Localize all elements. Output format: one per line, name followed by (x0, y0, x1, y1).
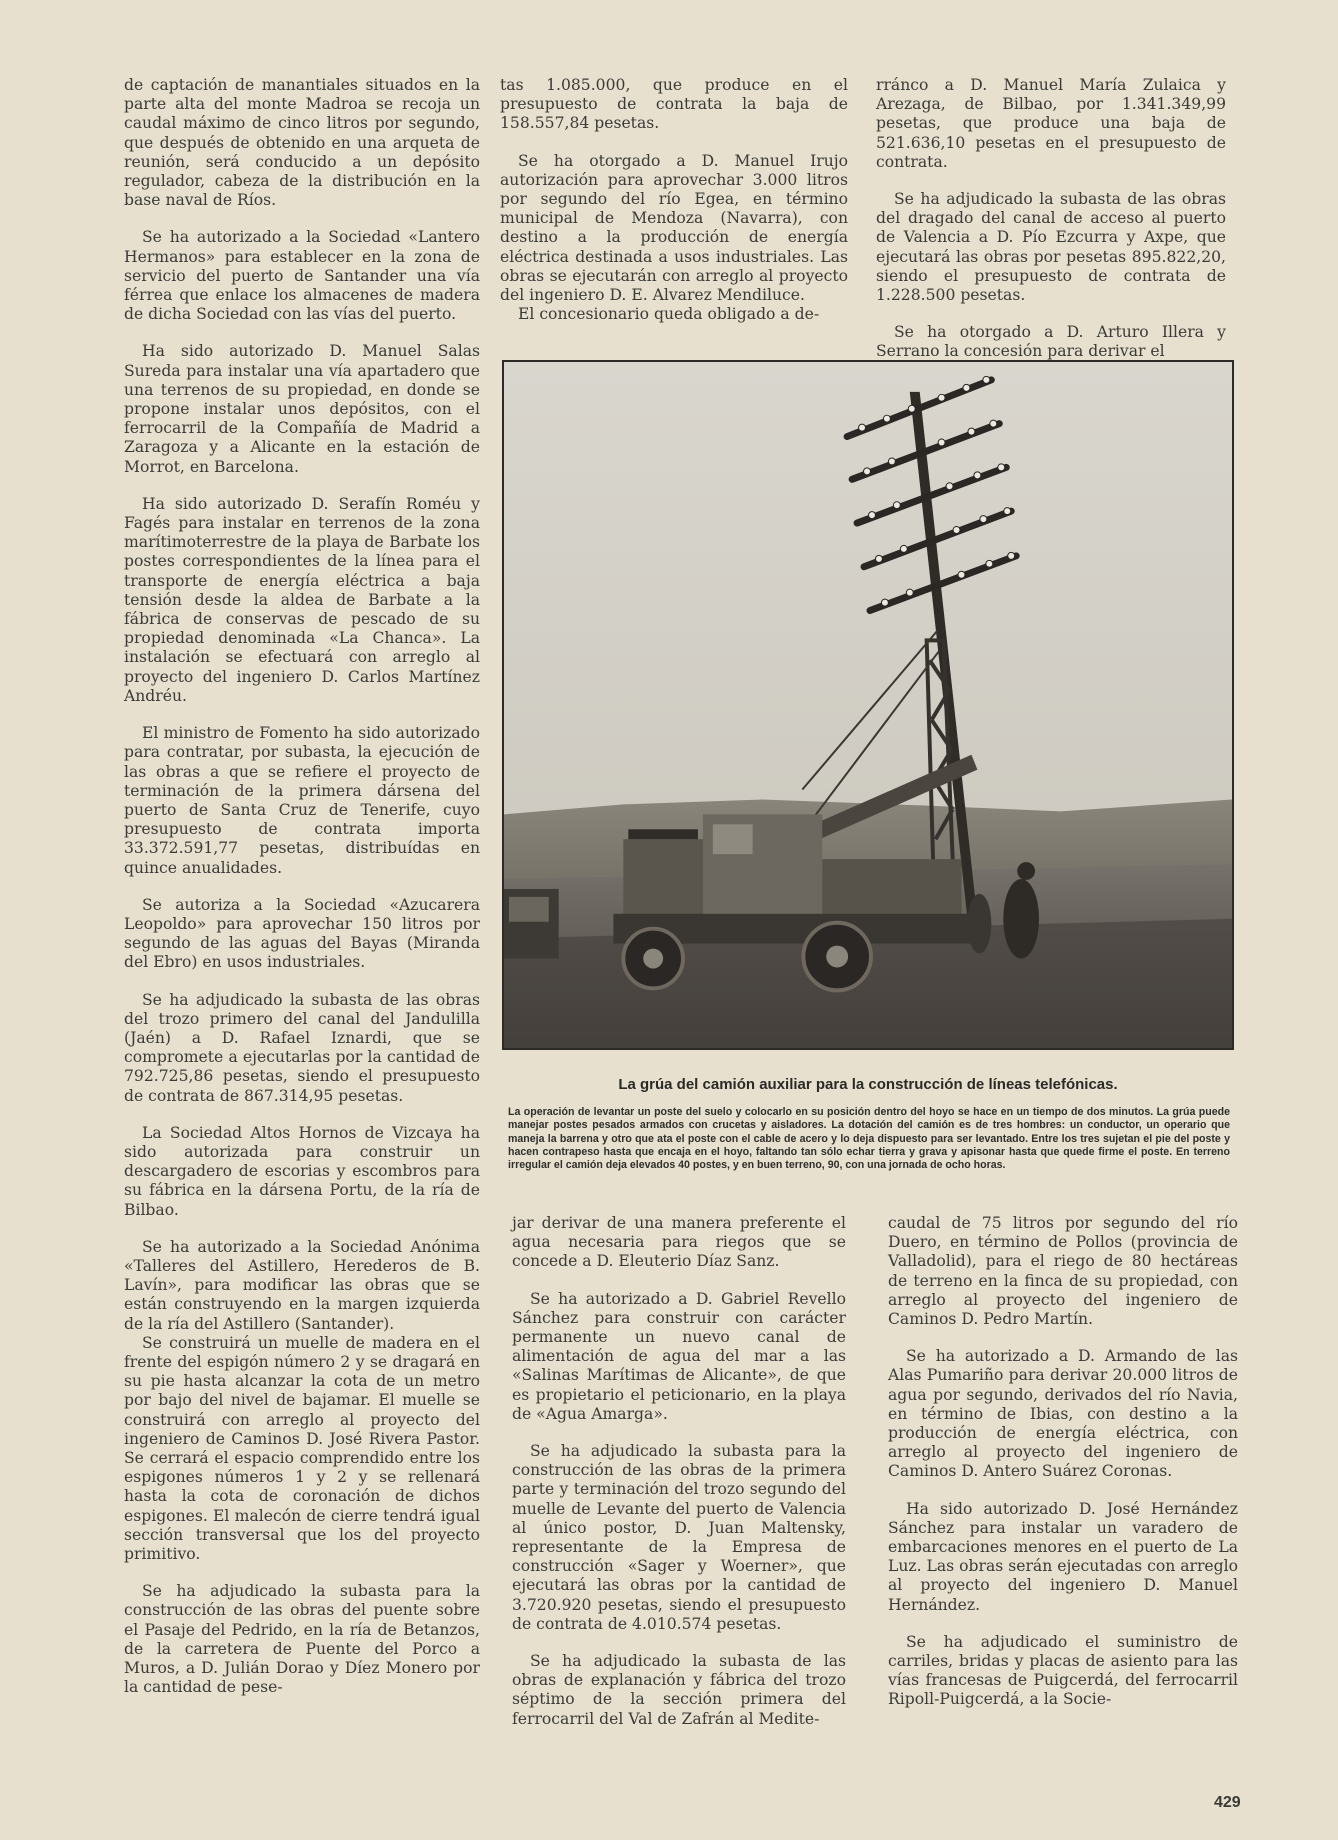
paragraph: Se ha adjudicado la subasta para la construcción de las obras del puente sobre el Pasaje del Pedrido, en la ría de Betanzos, de la carretera de Puente del Porco a Muros, a D. Julián Dorao y Díez Monero por la cantidad de pese- (124, 1582, 480, 1697)
paragraph: Se ha adjudicado la subasta de las obras de explanación y fábrica del trozo séptimo de la sección primera del ferrocarril del Val de Zafrán al Medite- (512, 1652, 846, 1728)
paragraph: Se ha autorizado a la Sociedad Anónima «Talleres del Astillero, Herederos de B. Lavín», para modificar las obras que se están construyendo en la margen izquierda de la ría del Astillero (Santander). (124, 1237, 480, 1333)
paragraph: Se ha adjudicado la subasta para la construcción de las obras de la primera parte y terminación del trozo segundo del muelle de Levante del puerto de Valencia al único postor, D. Juan Maltensky, representante de la Empresa de construcción «Sager y Woerner», que ejecutará las obras por la cantidad de 3.720.920 pesetas, siendo el presupuesto de contrata de 4.010.574 pesetas. (512, 1442, 846, 1633)
paragraph: tas 1.085.000, que produce en el presupuesto de contrata la baja de 158.557,84 pesetas. (500, 76, 848, 133)
text-column-1 (124, 76, 480, 1715)
paragraph: de captación de manantiales situados en la parte alta del monte Madroa se recoja un caudal máximo de cinco litros por segundo, que después de obtenido en una arqueta de reunión, será conducido a un depósito regulador, cabeza de la distribución en la base naval de Ríos. (124, 76, 480, 210)
page-number: 429 (1214, 1794, 1241, 1811)
paragraph: Se ha adjudicado la subasta de las obras del trozo primero del canal del Jandulilla (Jaén) a D. Rafael Iznardi, que se compromete a ejecutarlas por la cantidad de 792.725,86 pesetas, siendo el presupuesto de contrata de 867.314,95 pesetas. (124, 990, 480, 1105)
paragraph: Se construirá un muelle de madera en el frente del espigón número 2 y se dragará en su pie hasta alcanzar la cota de un metro por bajo del nivel de bajamar. El muelle se construirá con arreglo al proyecto del ingeniero de Caminos D. José Rivera Pastor. Se cerrará el espacio comprendido entre los espigones números 1 y 2 y se rellenará hasta la cota de coronación de dichos espigones. El malecón de cierre tendrá igual sección transversal que los del proyecto primitivo. (124, 1333, 480, 1564)
paragraph: Se ha autorizado a la Sociedad «Lantero Hermanos» para establecer en la zona de servicio del puerto de Santander una vía férrea que enlace los almacenes de madera de dicha Sociedad con las vías del puerto. (124, 228, 480, 324)
paragraph: Se ha autorizado a D. Gabriel Revello Sánchez para construir con carácter permanente un nuevo canal de alimentación de agua del mar a las «Salinas Marítimas de Alicante», de que es propietario el peticionario, en la playa de «Agua Amarga». (512, 1289, 846, 1423)
text-column-3 (876, 76, 1226, 380)
text-column-4 (512, 1214, 846, 1747)
paragraph: Se ha adjudicado el suministro de carriles, bridas y placas de asiento para las vías francesas de Puigcerdá, del ferrocarril Ripoll-Puigcerdá, a la Socie- (888, 1632, 1238, 1709)
paragraph: El concesionario queda obligado a de- (518, 305, 820, 324)
text-column-2 (500, 76, 848, 342)
caption-title: La grúa del camión auxiliar para la construcción de líneas telefónicas. (618, 1076, 1118, 1093)
paragraph: Ha sido autorizado D. José Hernández Sánchez para instalar un varadero de embarcaciones menores en el puerto de La Luz. Las obras serán ejecutadas con arreglo al proyecto del ingeniero D. Manuel Hernández. (888, 1499, 1238, 1614)
photo-crane-truck-telephone-pole (502, 360, 1234, 1050)
paragraph: Ha sido autorizado D. Serafín Roméu y Fagés para instalar en terrenos de la zona marítimoterrestre de la playa de Barbate los postes correspondientes de la línea para el transporte de energía eléctrica a baja tensión desde la aldea de Barbate a la fábrica de conservas de pescado de su propiedad denominada «La Chanca». La instalación se efectuará con arreglo al proyecto del ingeniero D. Carlos Martínez Andréu. (124, 494, 480, 705)
paragraph: Se ha adjudicado la subasta de las obras del dragado del canal de acceso al puerto de Valencia a D. Pío Ezcurra y Axpe, que ejecutará las obras por pesetas 895.822,20, siendo el presupuesto de contrata de 1.228.500 pesetas. (876, 190, 1226, 305)
paragraph: La Sociedad Altos Hornos de Vizcaya ha sido autorizada para construir un descargadero de escorias y escombros para su fábrica en la dársena Portu, de la ría de Bilbao. (124, 1123, 480, 1219)
paragraph: Ha sido autorizado D. Manuel Salas Sureda para instalar una vía apartadero que una terrenos de su propiedad, en donde se propone instalar unos depósitos, con el ferrocarril de la Compañía de Madrid a Zaragoza y a Alicante en la estación de Morrot, en Barcelona. (124, 342, 480, 476)
paragraph: jar derivar de una manera preferente el agua necesaria para riegos que se concede a D. Eleuterio Díaz Sanz. (512, 1214, 846, 1271)
paragraph: Se ha otorgado a D. Manuel Irujo autorización para aprovechar 3.000 litros por segundo del río Egea, en término municipal de Mendoza (Navarra), con destino a la producción de energía eléctrica destinada a usos industriales. Las obras se ejecutarán con arreglo al proyecto del ingeniero D. E. Alvarez Mendiluce. (500, 151, 848, 305)
paragraph: El ministro de Fomento ha sido autorizado para contratar, por subasta, la ejecución de las obras a que se refiere el proyecto de terminación de la primera dársena del puerto de Santa Cruz de Tenerife, cuyo presupuesto de contrata importa 33.372.591,77 pesetas, distribuídas en quince anualidades. (124, 724, 480, 877)
paragraph: Se ha autorizado a D. Armando de las Alas Pumariño para derivar 20.000 litros de agua por segundo, derivados del río Navia, en término de Ibias, con destino a la producción de energía eléctrica, con arreglo al proyecto del ingeniero de Caminos D. Antero Suárez Coronas. (888, 1347, 1238, 1481)
caption-text: La operación de levantar un poste del suelo y colocarlo en su posición dentro del hoyo se hace en un tiempo de dos minutos. La grúa puede manejar postes pesados armados con crucetas y aisladores. La dotación del camión es de tres hombres: un conductor, un operario que maneja la barrena y otro que ata el poste con el cable de acero y lo deja dispuesto para ser levantado. Entre los tres sujetan el pie del poste y hacen contrapeso hasta que encaja en el hoyo, faltando tan sólo echar tierra y grava y apisonar hasta que quede firme el poste. En terreno irregular el camión deja elevados 40 postes, y en buen terreno, 90, con una jornada de ocho horas. (508, 1106, 1230, 1172)
paragraph: Se autoriza a la Sociedad «Azucarera Leopoldo» para aprovechar 150 litros por segundo de las aguas del Bayas (Miranda del Ebro) en usos industriales. (124, 895, 480, 972)
text-column-5 (888, 1214, 1238, 1728)
paragraph: rránco a D. Manuel María Zulaica y Arezaga, de Bilbao, por 1.341.349,99 pesetas, que produce una baja de 521.636,10 pesetas en el presupuesto de contrata. (876, 76, 1226, 171)
paragraph: Se ha otorgado a D. Arturo Illera y Serrano la concesión para derivar el (876, 323, 1226, 361)
paragraph: caudal de 75 litros por segundo del río Duero, en término de Pollos (provincia de Valladolid), para el riego de 80 hectáreas de terreno en la finca de su propiedad, con arreglo al proyecto del ingeniero de Caminos D. Pedro Martín. (888, 1214, 1238, 1329)
